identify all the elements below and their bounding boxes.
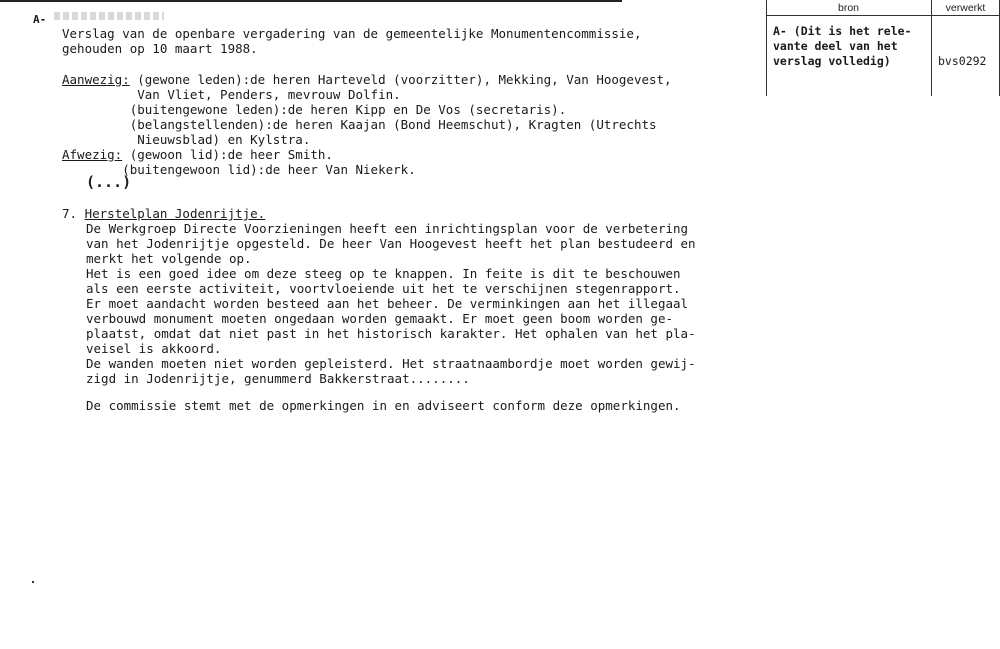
body-line: De wanden moeten niet worden gepleisterd. Het straatnaambordje moet worden gewij- [86,356,696,371]
afwezig-first-line [62,147,333,163]
conclusion: De commissie stemt met de opmerkingen in en adviseert conform deze opmerkingen. [86,398,681,413]
aanwezig-line: Nieuwsblad) en Kylstra. [62,132,311,147]
item-number: 7. [62,206,78,221]
body-line: Er moet aandacht worden besteed aan het beheer. De verminkingen aan het illegaal [86,296,689,311]
intro-line-2: gehouden op 10 maart 1988. [62,41,258,56]
aanwezig-line: (gewone leden):de heren Harteveld (voorzitter), Mekking, Van Hoogevest, [129,72,672,87]
aanwezig-line: Van Vliet, Penders, mevrouw Dolfin. [62,87,401,102]
body-line: De Werkgroep Directe Voorzieningen heeft een inrichtingsplan voor de verbetering [86,221,689,236]
item-heading [62,206,265,222]
header-bron: bron [837,2,859,14]
faded-heading [54,12,164,20]
section-marker: A- [33,13,47,26]
body-line: merkt het volgende op. [86,251,252,266]
document-code: bvs0292 [938,54,987,68]
body-line: Het is een goed idee om deze steeg op te knappen. In feite is dit te beschouwen [86,266,681,281]
top-rule [0,0,622,2]
body-line: zigd in Jodenrijtje, genummerd Bakkerstraat........ [86,371,470,386]
table-header-rule [766,15,1000,16]
scan-speck [32,581,34,583]
ellipsis-mark: (...) [86,173,132,191]
aanwezig-line: (belangstellenden):de heren Kaajan (Bond Heemschut), Kragten (Utrechts [62,117,657,132]
aanwezig-first-line [62,72,672,88]
afwezig-line: (buitengewoon lid):de heer Van Niekerk. [62,162,416,177]
body-line: verbouwd monument moeten ongedaan worden gemaakt. Er moet geen boom worden ge- [86,311,673,326]
header-verwerkt: verwerkt [945,2,986,14]
aanwezig-line: (buitengewone leden):de heren Kipp en De Vos (secretaris). [62,102,567,117]
source-table [766,0,1000,96]
aanwezig-label: Aanwezig: [62,72,130,87]
body-line: van het Jodenrijtje opgesteld. De heer Van Hoogevest heeft het plan bestudeerd en [86,236,696,251]
body-line: als een eerste activiteit, voortvloeiende uit het te verschijnen stegenrapport. [86,281,681,296]
intro-line-1: Verslag van de openbare vergadering van de gemeentelijke Monumentencommissie, [62,26,642,41]
afwezig-label: Afwezig: [62,147,123,162]
afwezig-line: (gewoon lid):de heer Smith. [122,147,333,162]
item-title: Herstelplan Jodenrijtje. [84,206,266,221]
body-line: plaatst, omdat dat niet past in het historisch karakter. Het ophalen van het pla- [86,326,696,341]
body-line: veisel is akkoord. [86,341,222,356]
bron-note: A- (Dit is het rele- vante deel van het verslag volledig) [773,24,912,68]
